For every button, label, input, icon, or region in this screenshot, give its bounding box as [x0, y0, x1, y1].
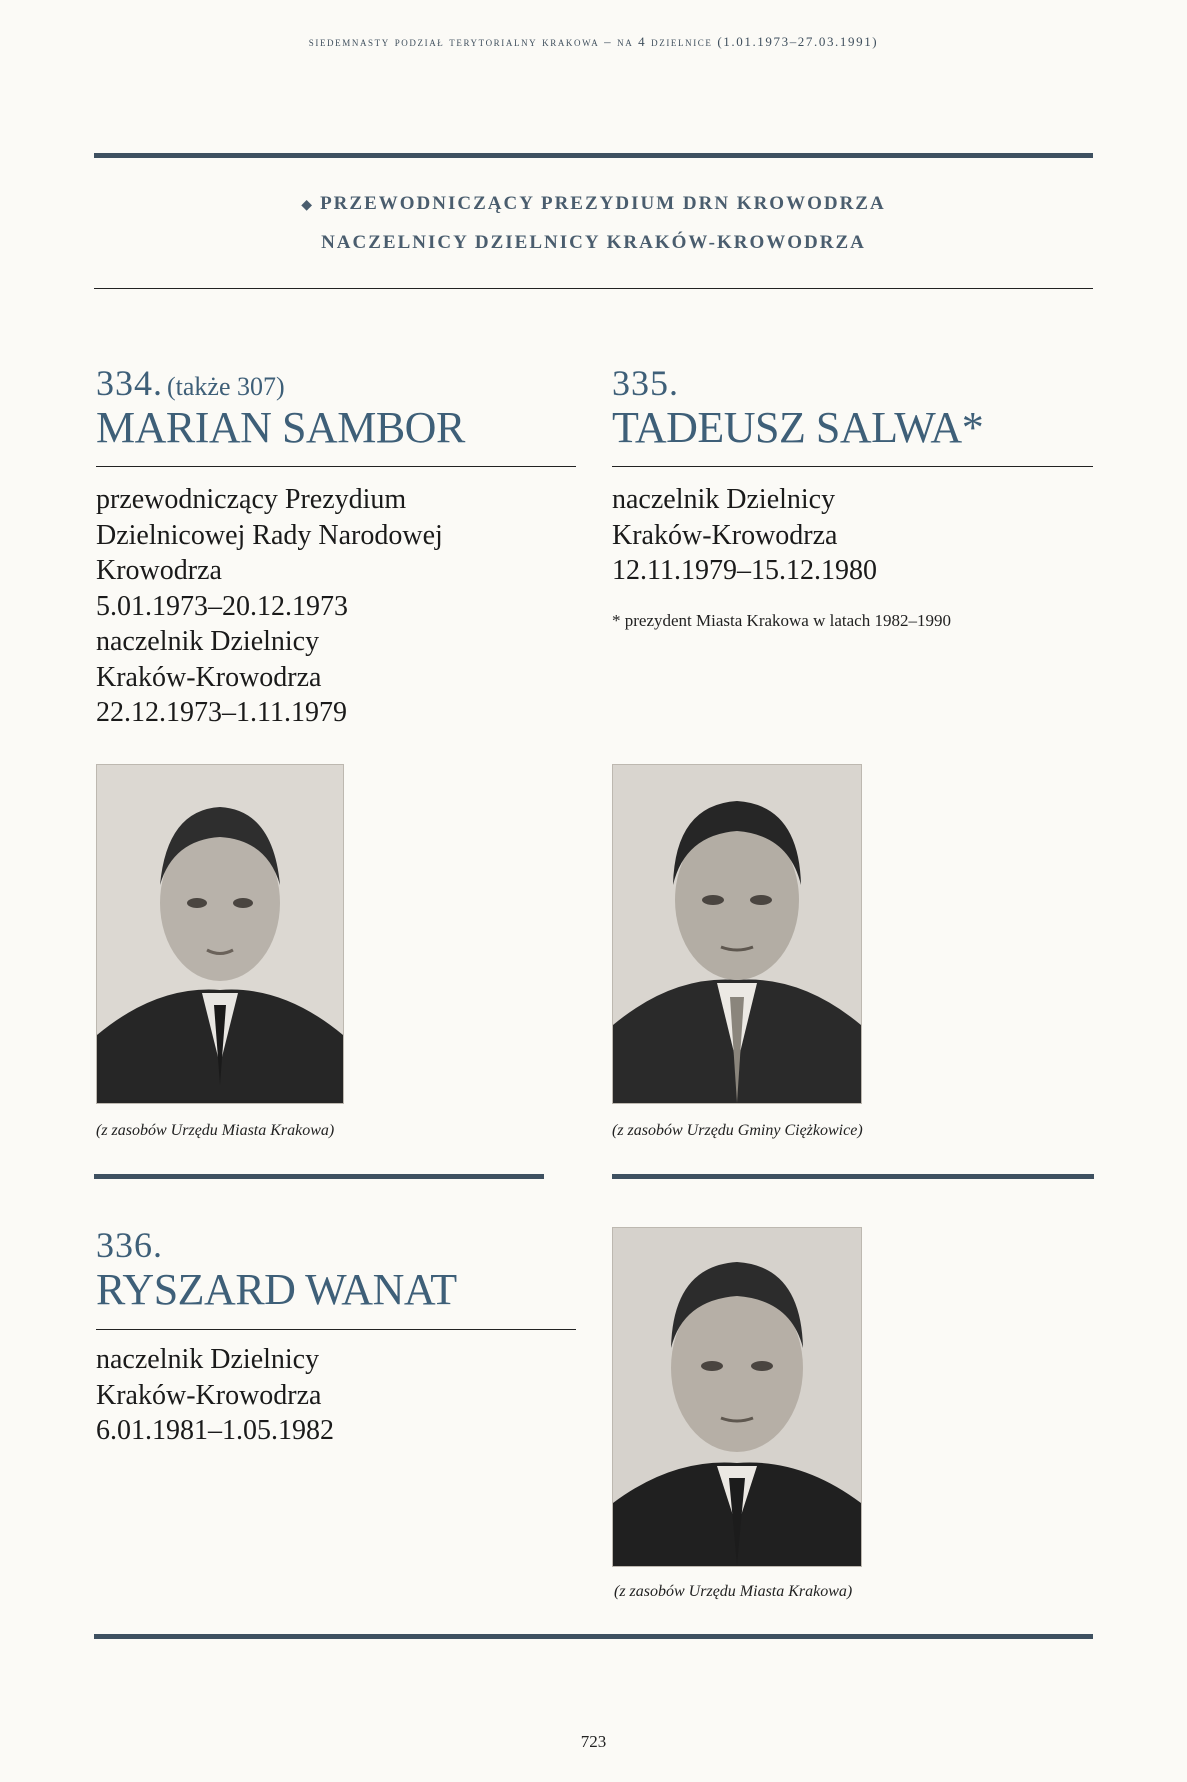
portrait-photo: [612, 1227, 862, 1567]
section-title-1: PRZEWODNICZĄCY PREZYDIUM DRN KROWODRZA: [320, 193, 886, 214]
entry-name: MARIAN SAMBOR: [96, 403, 465, 452]
diamond-icon: ◆: [301, 198, 315, 213]
page-number: 723: [580, 1732, 607, 1751]
desc-line: Kraków-Krowodrza: [96, 661, 322, 693]
entry-334: [96, 362, 576, 450]
portrait-photo: [612, 764, 862, 1104]
desc-line: naczelnik Dzielnicy: [96, 1344, 320, 1375]
photo-caption: (z zasobów Urzędu Gminy Ciężkowice): [612, 1122, 863, 1139]
middle-rule-right: [612, 1174, 1094, 1179]
desc-line: 6.01.1981–1.05.1982: [96, 1415, 334, 1446]
entry-number: 336.: [96, 1225, 163, 1265]
section-heading-line2: NACZELNICY DZIELNICY KRAKÓW-KROWODRZA: [321, 232, 866, 253]
desc-line: naczelnik Dzielnicy: [612, 484, 836, 515]
desc-line: Kraków-Krowodrza: [612, 519, 838, 551]
desc-line: Kraków-Krowodrza: [96, 1379, 322, 1411]
desc-line: Krowodrza: [96, 555, 222, 586]
desc-line: Dzielnicowej Rady Narodowej: [96, 519, 443, 551]
running-head: siedemnasty podział terytorialny krakowa – na 4 dzielnice (1.01.1973–27.03.1991): [308, 34, 879, 49]
entry-335: [612, 362, 1092, 450]
photo-caption: (z zasobów Urzędu Miasta Krakowa): [614, 1583, 853, 1600]
entry-description: [96, 482, 443, 731]
entry-note: (także 307): [167, 372, 285, 401]
section-rule: [94, 288, 1093, 289]
desc-line: przewodniczący Prezydium: [96, 484, 407, 515]
entry-description: [96, 1342, 334, 1449]
desc-line: 5.01.1973–20.12.1973: [96, 590, 348, 622]
middle-rule-left: [94, 1174, 544, 1179]
entry-name: RYSZARD WANAT: [96, 1265, 457, 1314]
photo-caption: (z zasobów Urzędu Miasta Krakowa): [96, 1122, 335, 1139]
entry-number: 334.: [96, 363, 163, 403]
entry-336: [96, 1224, 576, 1312]
top-rule: [94, 153, 1093, 158]
entry-description: [612, 482, 877, 589]
entry-rule: [612, 466, 1093, 467]
entry-rule: [96, 1329, 576, 1330]
footnote: * prezydent Miasta Krakowa w latach 1982–1990: [612, 611, 951, 630]
desc-line: naczelnik Dzielnicy: [96, 626, 320, 657]
bottom-rule: [94, 1634, 1093, 1639]
entry-name: TADEUSZ SALWA*: [612, 403, 984, 452]
entry-rule: [96, 466, 576, 467]
desc-line: 12.11.1979–15.12.1980: [612, 555, 877, 586]
section-heading-line1: [0, 193, 1187, 215]
entry-number: 335.: [612, 363, 679, 403]
desc-line: 22.12.1973–1.11.1979: [96, 697, 347, 728]
portrait-photo: [96, 764, 344, 1104]
